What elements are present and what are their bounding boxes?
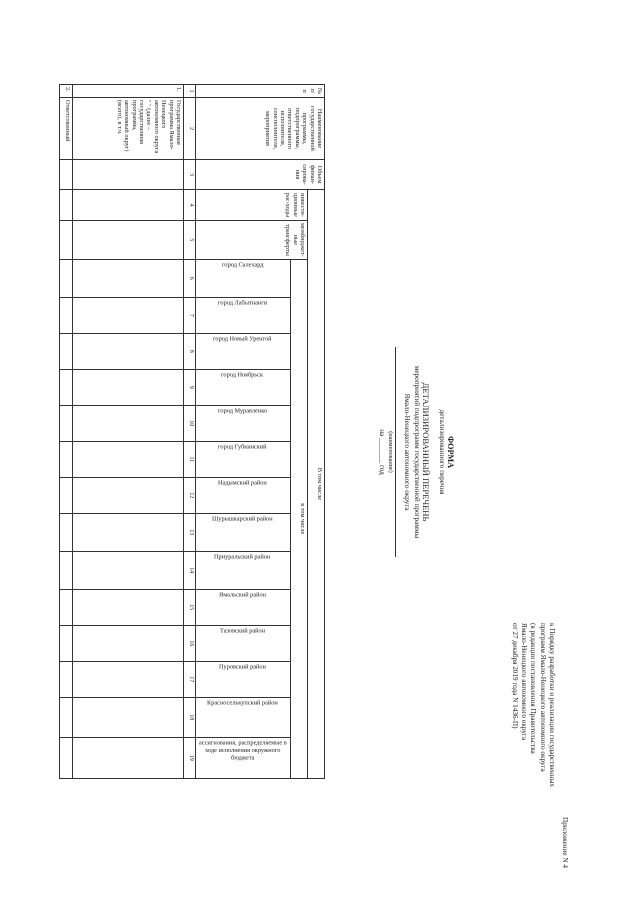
column-number: 14: [184, 551, 196, 589]
column-number: 18: [184, 697, 196, 737]
col-header-municipality: Тазовский район: [196, 625, 291, 661]
col-header-investment: инвести-ционные рас-ходы: [196, 190, 308, 221]
row-number: 1.: [73, 85, 184, 98]
col-header-municipality: город Ноябрьск: [196, 369, 291, 405]
title-line: Ямало-Ненецкого автономного округа: [403, 393, 412, 511]
annex-header: [510, 623, 569, 868]
column-number: 3: [184, 160, 196, 190]
col-header-municipality: город Губкинский: [196, 441, 291, 477]
form-subtitle: детализированного перечня: [437, 409, 446, 495]
naming-underline: [395, 347, 396, 557]
header-row: [308, 85, 325, 779]
col-header-num: № п/п: [196, 85, 325, 98]
column-number: 12: [184, 477, 196, 513]
col-header-including: В том числе: [308, 190, 325, 779]
col-header-municipality: Шурышкарский район: [196, 513, 291, 551]
col-header-municipality: Приуральский район: [196, 551, 291, 589]
col-header-municipality: Надымский район: [196, 477, 291, 513]
detail-table: [59, 84, 325, 779]
column-number: 17: [184, 661, 196, 697]
column-number: 11: [184, 441, 196, 477]
col-header-unallocated: ассигнования, распределяемые в ходе исполнения окружного бюджета: [196, 737, 291, 778]
form-label: ФОРМА: [446, 436, 455, 468]
annex-number: Приложение N 4: [561, 817, 569, 868]
list-title: ДЕТАЛИЗИРОВАННЫЙ ПЕРЕЧЕНЬ: [421, 382, 432, 522]
column-number: 4: [184, 190, 196, 221]
annex-line: к Порядку разработки и реализации государственных: [547, 623, 556, 788]
column-number: 1: [184, 85, 196, 98]
document-title: [376, 22, 455, 882]
col-header-municipality: город Салехард: [196, 259, 291, 297]
header-row: [291, 85, 308, 779]
document-page: [45, 22, 595, 882]
col-header-municipality: город Лабытнанги: [196, 297, 291, 333]
column-number: 13: [184, 513, 196, 551]
annex-line: от 27 декабря 2019 года N 1436-П): [510, 623, 519, 729]
column-number: 16: [184, 625, 196, 661]
column-number: 2: [184, 98, 196, 160]
column-number: 10: [184, 405, 196, 441]
column-number: 9: [184, 369, 196, 405]
col-header-municipality: город Муравленко: [196, 405, 291, 441]
annex-line: Ямало-Ненецкого автономного округа: [520, 623, 529, 741]
annex-line: программ Ямало-Ненецкого автономного округа: [538, 623, 547, 772]
column-number-row: [184, 85, 196, 779]
annex-line: (в редакции постановления Правительства: [529, 623, 538, 754]
row-number: 2.: [60, 85, 73, 98]
table-row: [60, 85, 73, 779]
naming-caption: (наименование): [386, 431, 394, 473]
col-header-municipality: Пуровский район: [196, 661, 291, 697]
col-header-name: Наименование государственной программы, подпрограммы, ответственного исполнителя, соисполнителя, мероприятия: [196, 98, 325, 160]
column-number: 15: [184, 589, 196, 625]
column-number: 5: [184, 221, 196, 260]
column-number: 19: [184, 737, 196, 778]
period-line: на _______ год: [377, 429, 386, 475]
row-name: Ответственный: [60, 98, 73, 160]
col-header-including-sub: в том числе: [291, 259, 308, 778]
col-header-transfers: межбюджет-ные трансферты: [196, 221, 308, 260]
column-number: 6: [184, 259, 196, 297]
column-number: 8: [184, 333, 196, 369]
title-line: мероприятий подпрограмм государственной программы: [412, 365, 421, 539]
col-header-municipality: Красноселькупский район: [196, 697, 291, 737]
col-header-municipality: Ямальский район: [196, 589, 291, 625]
col-header-municipality: город Новый Уренгой: [196, 333, 291, 369]
column-number: 7: [184, 297, 196, 333]
col-header-volume: Объем финан-сирова-ния: [196, 160, 325, 190]
row-name: Государственная программа Ямало-Ненецкого автономного округа " " (далее – государственная программа, автономный округ) (всего), в т.ч.: [73, 98, 184, 160]
table-row: [73, 85, 184, 779]
